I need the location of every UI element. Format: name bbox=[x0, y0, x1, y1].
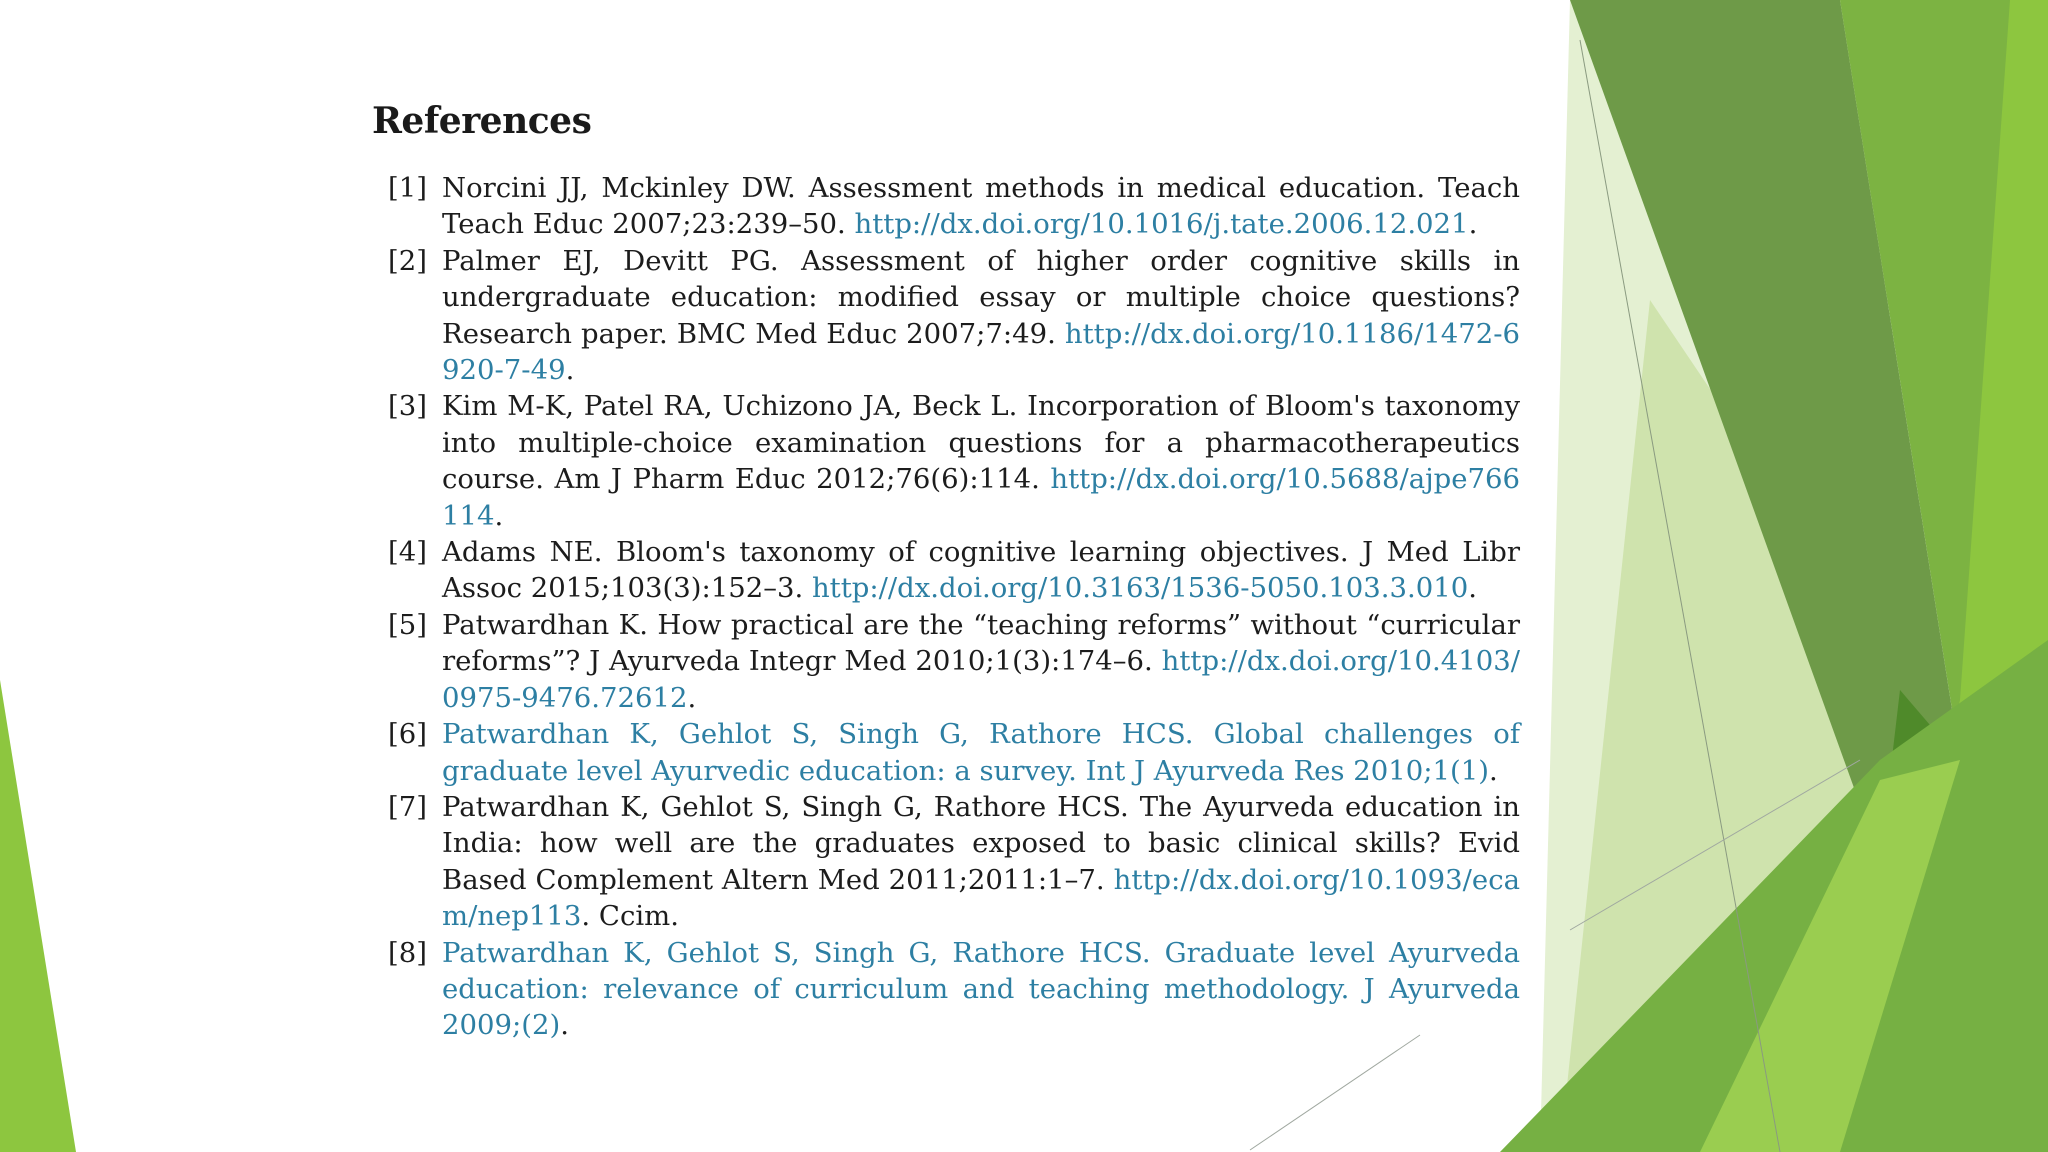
reference-number: [1] bbox=[388, 172, 427, 204]
reference-item bbox=[372, 388, 1520, 534]
reference-doi-link[interactable]: http://dx.doi.org/10.1016/j.tate.2006.12.021 bbox=[854, 208, 1469, 241]
reference-doi-link[interactable]: http://dx.doi.org/10.3163/1536-5050.103.3.010 bbox=[811, 572, 1469, 605]
reference-number: [6] bbox=[388, 718, 427, 751]
reference-tail: . bbox=[1468, 572, 1477, 605]
reference-item bbox=[372, 935, 1520, 1044]
reference-text: Patwardhan K. How practical are the “teaching reforms” without “curricular reforms”? J Ayurveda Integr Med 2010;1(3):174–6. bbox=[442, 608, 1520, 678]
reference-tail: . Ccim. bbox=[581, 900, 679, 933]
reference-doi-link[interactable]: http://dx.doi.org/10.4103/0975-9476.72612 bbox=[442, 645, 1520, 714]
reference-number: [3] bbox=[388, 390, 427, 423]
reference-tail: . bbox=[687, 681, 697, 714]
reference-text: Adams NE. Bloom's taxonomy of cognitive learning objectives. J Med Libr Assoc 2015;103(3):152–3. bbox=[442, 536, 1520, 605]
reference-number: [8] bbox=[388, 936, 427, 969]
reference-tail: . bbox=[565, 354, 575, 387]
reference-item bbox=[372, 716, 1520, 789]
reference-item bbox=[372, 607, 1520, 716]
reference-tail: . bbox=[1468, 208, 1478, 241]
reference-text: Patwardhan K, Gehlot S, Singh G, Rathore HCS. The Ayurveda education in India: how well are the graduates exposed to basic clinical skills? Evid Based Complement Altern Med 2011;2011:1–7. bbox=[442, 790, 1520, 896]
reference-item bbox=[372, 789, 1520, 935]
reference-doi-link[interactable]: http://dx.doi.org/10.5688/ajpe766114 bbox=[442, 463, 1520, 532]
reference-item bbox=[372, 243, 1520, 389]
reference-doi-link[interactable]: http://dx.doi.org/10.1093/ecam/nep113 bbox=[442, 863, 1520, 933]
reference-number: [7] bbox=[388, 790, 427, 823]
reference-text: Kim M-K, Patel RA, Uchizono JA, Beck L. Incorporation of Bloom's taxonomy into multiple-choice examination questions for a pharmacotherapeutics course. Am J Pharm Educ 2012;76(6):114. bbox=[442, 390, 1520, 496]
reference-text: Patwardhan K, Gehlot S, Singh G, Rathore HCS. Graduate level Ayurveda education: relevance of curriculum and teaching methodology. J Ayurveda 2009;(2) bbox=[442, 936, 1520, 1042]
reference-doi-link[interactable]: http://dx.doi.org/10.1186/1472-6920-7-49 bbox=[442, 317, 1520, 387]
reference-number: [5] bbox=[388, 608, 427, 641]
reference-tail: . bbox=[560, 1009, 569, 1042]
reference-number: [4] bbox=[388, 536, 427, 569]
slide-title: References bbox=[372, 100, 592, 142]
accent-line-3 bbox=[1250, 1035, 1420, 1150]
reference-number: [2] bbox=[388, 244, 427, 277]
reference-list bbox=[372, 170, 1520, 1044]
reference-item bbox=[372, 534, 1520, 607]
reference-text: Patwardhan K, Gehlot S, Singh G, Rathore HCS. Global challenges of graduate level Ayurvedic education: a survey. Int J Ayurveda Res 2010;1(1) bbox=[442, 718, 1520, 787]
reference-text: Norcini JJ, Mckinley DW. Assessment methods in medical education. Teach Teach Educ 2007;23:239–50. bbox=[442, 172, 1520, 241]
left-green-wedge bbox=[0, 680, 76, 1152]
reference-tail: . bbox=[1488, 754, 1498, 787]
reference-text: Palmer EJ, Devitt PG. Assessment of higher order cognitive skills in undergraduate education: modified essay or multiple choice questions? Research paper. BMC Med Educ 2007;7:49. bbox=[442, 244, 1520, 350]
reference-item bbox=[372, 170, 1520, 243]
reference-tail: . bbox=[494, 499, 504, 532]
slide-content bbox=[372, 100, 1520, 1044]
